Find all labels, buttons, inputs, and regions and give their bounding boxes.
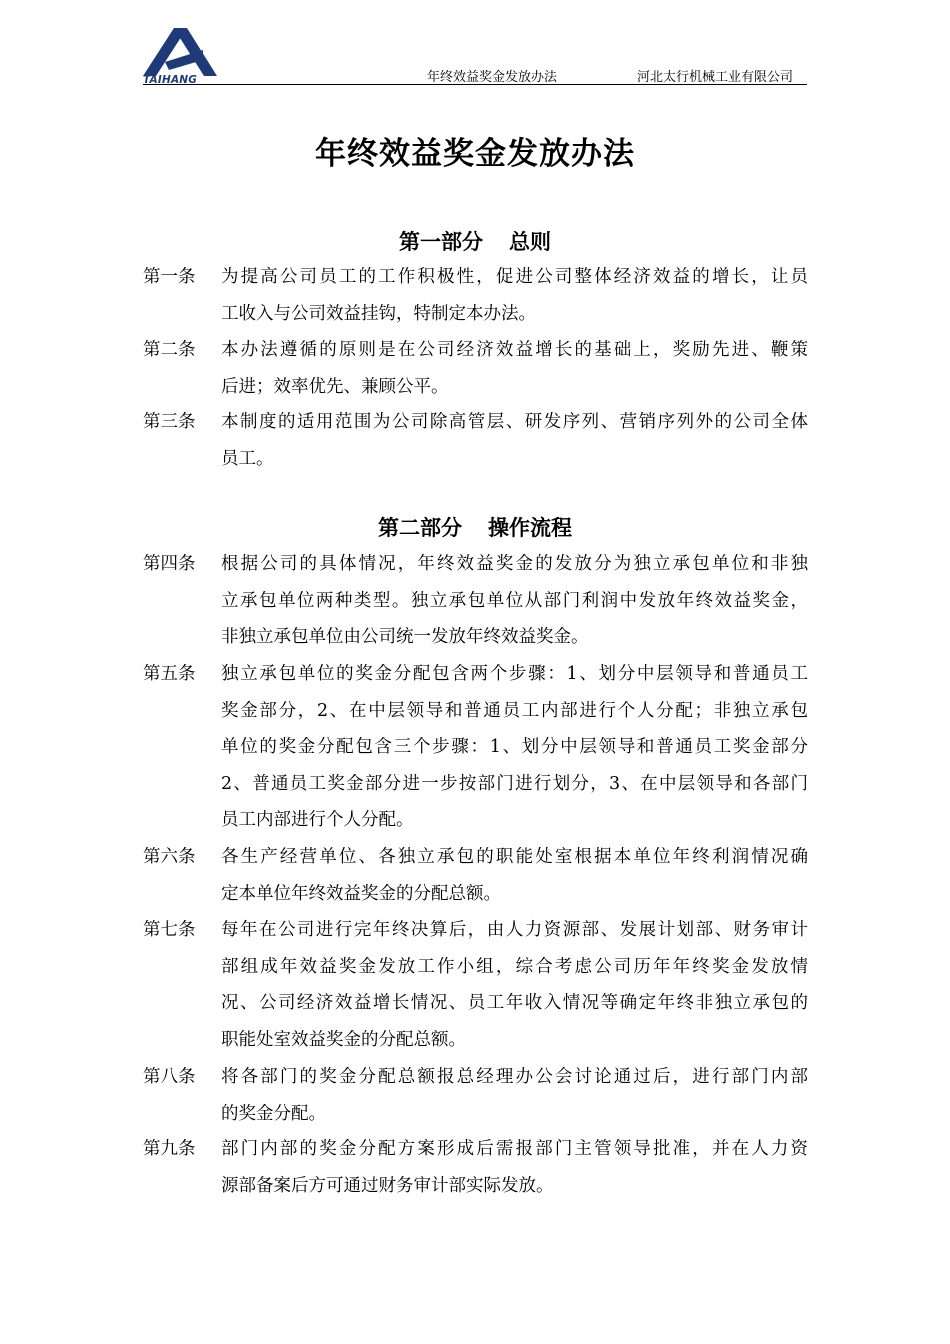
article-line: 后进；效率优先、兼顾公平。	[221, 376, 449, 397]
article-line: 奖金部分，2、在中层领导和普通员工内部进行个人分配；非独立承包	[221, 700, 808, 721]
article-number: 第四条	[143, 554, 196, 574]
section-part-label: 第一部分	[399, 229, 483, 254]
article-line: 为提高公司员工的工作积极性，促进公司整体经济效益的增长，让员	[221, 267, 808, 287]
section-part-label: 第二部分	[378, 515, 462, 540]
article-line: 立承包单位两种类型。独立承包单位从部门利润中发放年终效益奖金，	[221, 590, 808, 611]
article-number: 第六条	[143, 847, 196, 867]
article-number: 第九条	[143, 1139, 196, 1159]
article-line: 非独立承包单位由公司统一发放年终效益奖金。	[221, 627, 589, 647]
section-name: 操作流程	[488, 515, 572, 540]
article-line: 部组成年效益奖金发放工作小组，综合考虑公司历年年终奖金发放情	[221, 956, 808, 977]
article-line: 源部备案后方可通过财务审计部实际发放。	[221, 1175, 554, 1196]
article-line: 每年在公司进行完年终决算后，由人力资源部、发展计划部、财务审计	[221, 920, 808, 940]
article-line: 况、公司经济效益增长情况、员工年收入情况等确定年终非独立承包的	[221, 993, 808, 1013]
article-line: 单位的奖金分配包含三个步骤：1、划分中层领导和普通员工奖金部分	[221, 737, 808, 757]
section-heading-general	[0, 226, 950, 256]
document-title: 年终效益奖金发放办法	[315, 136, 635, 172]
article-number: 第七条	[143, 920, 196, 940]
article-number: 第五条	[143, 664, 196, 684]
header-doc-name: 年终效益奖金发放办法	[427, 70, 558, 85]
article-line: 部门内部的奖金分配方案形成后需报部门主管领导批准，并在人力资	[221, 1139, 808, 1159]
article-line: 本制度的适用范围为公司除高管层、研发序列、营销序列外的公司全体	[221, 412, 808, 432]
section-name: 总则	[509, 229, 551, 254]
article-line: 根据公司的具体情况，年终效益奖金的发放分为独立承包单位和非独	[221, 554, 808, 574]
article-number: 第一条	[143, 267, 196, 287]
article-line: 定本单位年终效益奖金的分配总额。	[221, 883, 501, 904]
taihang-logo-icon	[143, 24, 223, 76]
company-logo	[143, 24, 223, 88]
article-line: 工收入与公司效益挂钩，特制定本办法。	[221, 303, 536, 324]
article-line: 各生产经营单位、各独立承包的职能处室根据本单位年终利润情况确	[221, 847, 808, 867]
header-company-name: 河北太行机械工业有限公司	[637, 70, 794, 85]
article-line: 本办法遵循的原则是在公司经济效益增长的基础上，奖励先进、鞭策	[221, 340, 808, 360]
article-line: 将各部门的奖金分配总额报总经理办公会讨论通过后，进行部门内部	[221, 1067, 808, 1087]
article-number: 第三条	[143, 412, 196, 432]
article-number: 第二条	[143, 340, 196, 360]
article-line: 员工内部进行个人分配。	[221, 810, 414, 830]
article-line: 独立承包单位的奖金分配包含两个步骤：1、划分中层领导和普通员工	[221, 664, 808, 684]
article-line: 员工。	[221, 448, 274, 469]
header-divider	[143, 84, 807, 85]
section-heading-procedure	[0, 512, 950, 542]
article-line: 职能处室效益奖金的分配总额。	[221, 1029, 466, 1050]
article-line: 2、普通员工奖金部分进一步按部门进行划分，3、在中层领导和各部门	[221, 773, 808, 794]
article-number: 第八条	[143, 1067, 196, 1087]
article-line: 的奖金分配。	[221, 1103, 326, 1124]
logo-text: TAIHANG	[143, 74, 198, 86]
